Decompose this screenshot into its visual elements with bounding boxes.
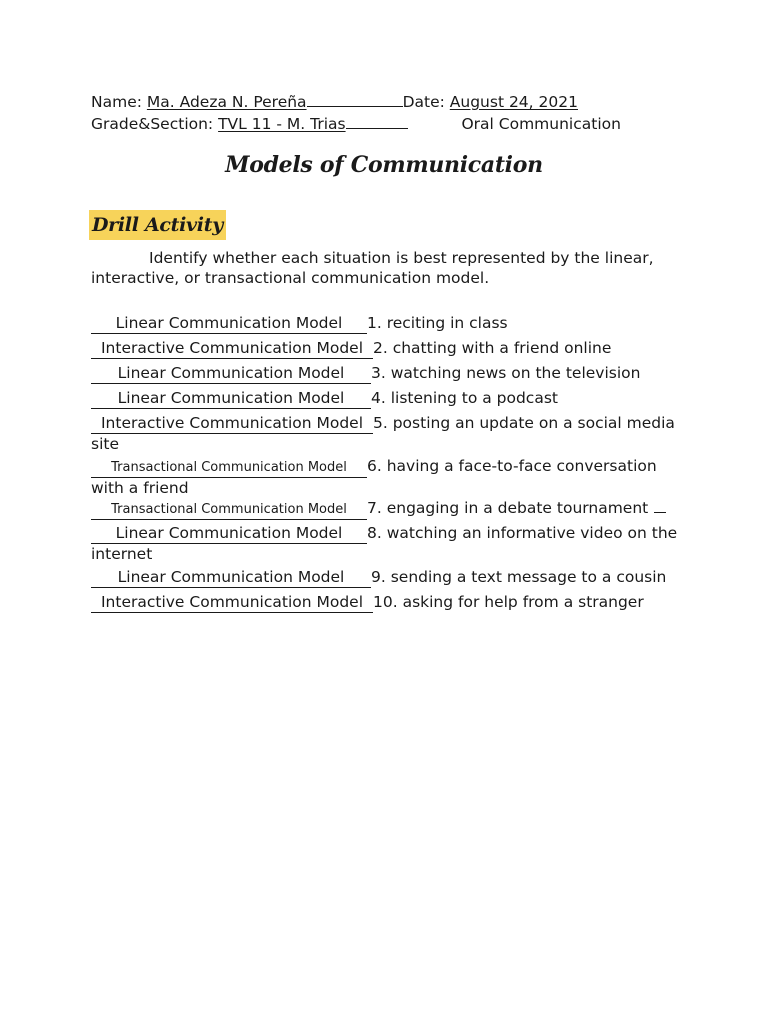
name-date-row [91,92,578,112]
grade-fill-line [346,114,408,129]
list-item [91,592,681,613]
answer-line: Interactive Communication Model [91,414,373,434]
item-text: 2. chatting with a friend online [373,339,612,357]
answer-line: Transactional Communication Model [91,458,367,478]
page-title: Models of Communication [225,152,543,178]
name-label: Name: [91,93,142,111]
answer-line: Transactional Communication Model [91,500,367,520]
grade-label: Grade&Section: [91,115,214,133]
answer-line: Interactive Communication Model [91,593,373,613]
list-item [91,413,681,455]
item-text: 4. listening to a podcast [371,389,558,407]
item-text: 3. watching news on the television [371,364,641,382]
list-item [91,388,681,409]
item-text: 10. asking for help from a stranger [373,593,644,611]
section-heading: Drill Activity [89,210,226,240]
list-item [91,456,681,499]
list-item [91,498,681,520]
trailing-blank-line [654,498,666,513]
subject-label: Oral Communication [461,115,621,133]
item-text: 6. having a face-to-face conversation with a friend [91,457,657,497]
list-item [91,363,681,384]
answer-line: Linear Communication Model [91,314,367,334]
instructions-text: Identify whether each situation is best represented by the linear, interactive, or transactional communication model. [91,249,654,287]
name-value: Ma. Adeza N. Pereña [146,93,307,111]
date-value: August 24, 2021 [449,93,578,111]
name-fill-line [307,92,403,107]
answer-line: Linear Communication Model [91,568,371,588]
list-item [91,338,681,359]
item-text: 9. sending a text message to a cousin [371,568,667,586]
item-text: 1. reciting in class [367,314,508,332]
list-item [91,567,681,588]
answer-line: Linear Communication Model [91,364,371,384]
item-text: 5. posting an update on a social media site [91,414,675,453]
answer-line: Linear Communication Model [91,389,371,409]
list-item [91,313,681,334]
answer-line: Linear Communication Model [91,524,367,544]
item-text: 8. watching an informative video on the internet [91,524,678,563]
instructions [91,248,671,288]
grade-value: TVL 11 - M. Trias [218,115,346,133]
item-text: 7. engaging in a debate tournament [367,499,649,517]
grade-subject-row [91,114,621,134]
answer-line: Interactive Communication Model [91,339,373,359]
list-item [91,523,681,565]
date-label: Date: [402,93,445,111]
